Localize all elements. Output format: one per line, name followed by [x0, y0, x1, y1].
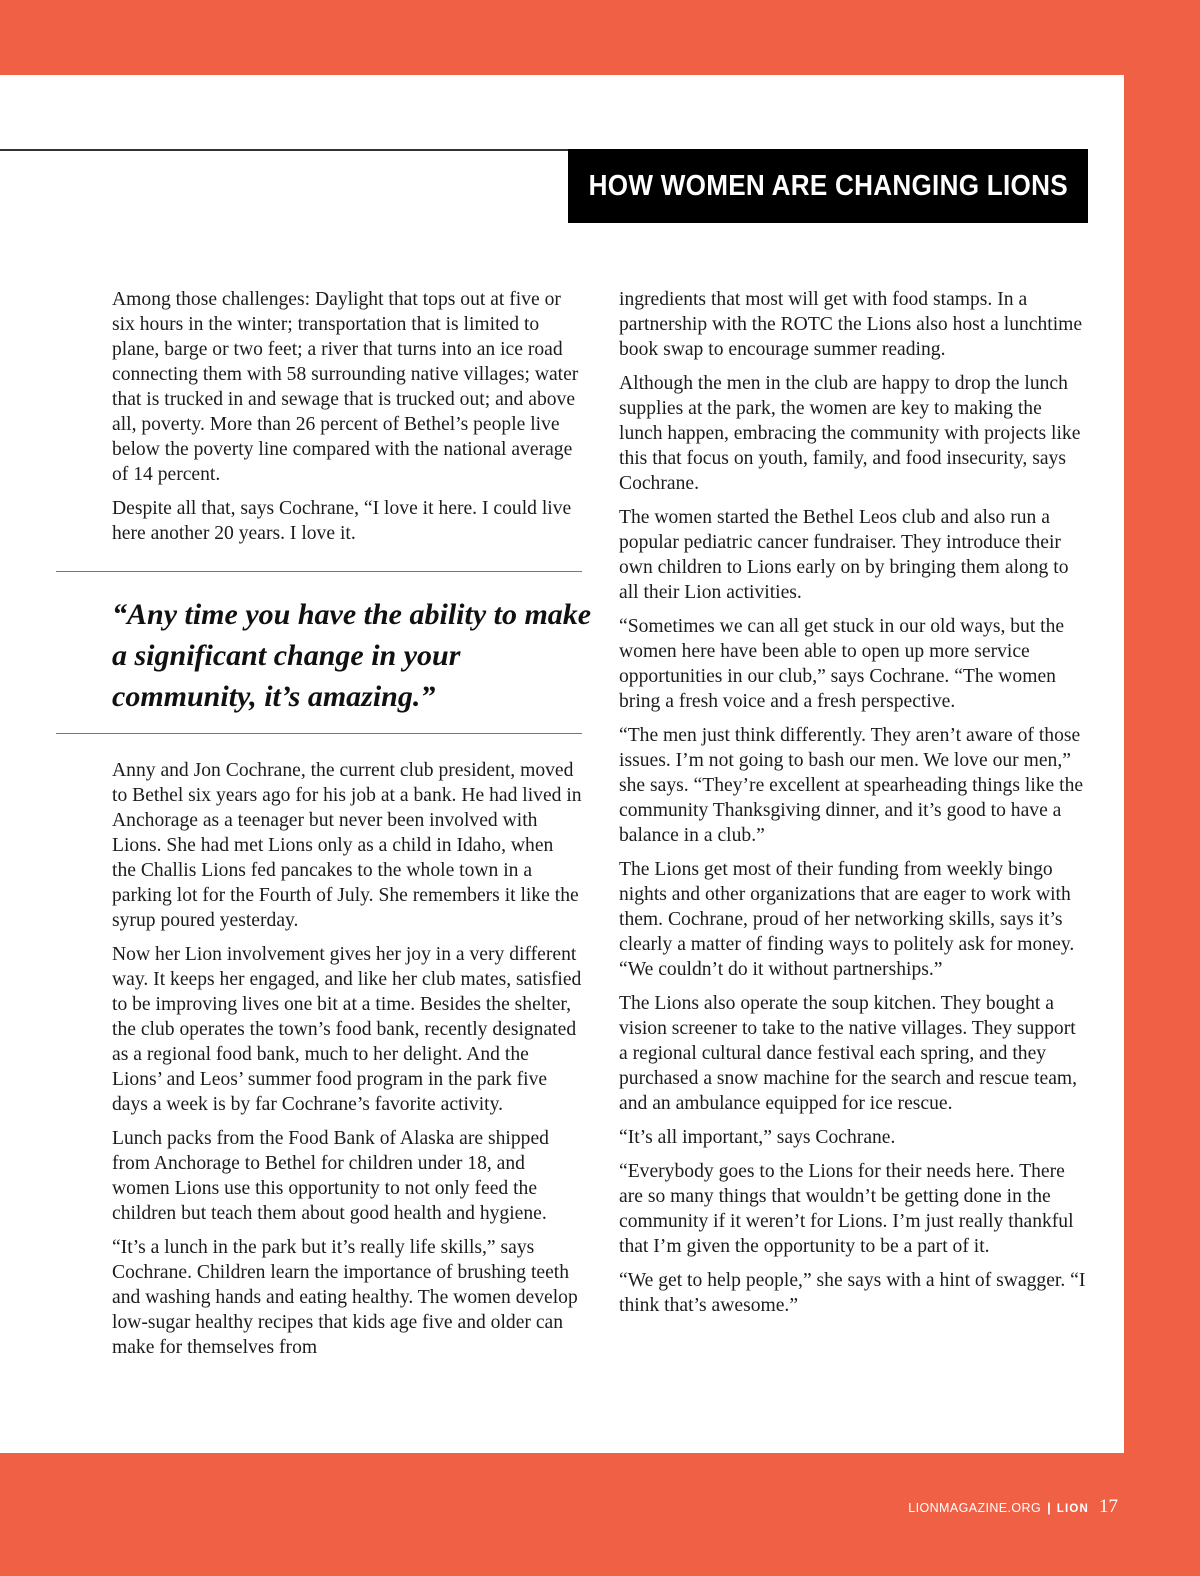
section-title: HOW WOMEN ARE CHANGING LIONS	[588, 169, 1068, 202]
paragraph: Now her Lion involvement gives her joy in a very different way. It keeps her engaged, and like her club mates, satisfied to be improving lives one bit at a time. Besides the shelter, the club operates the town’s food bank, recently designated as a regional food bank, much to her delight. And the Lions’ and Leos’ summer food program in the park five days a week is by far Cochrane’s favorite activity.	[112, 944, 582, 1115]
header-rule	[0, 149, 570, 151]
paragraph: Among those challenges: Daylight that tops out at five or six hours in the winter; transportation that is limited to plane, barge or two feet; a river that turns into an ice road connecting them with 58 surrounding native villages; water that is trucked in and sewage that is trucked out; and above all, poverty. More than 26 percent of Bethel’s people live below the poverty line compared with the national average of 14 percent.	[112, 289, 579, 485]
paragraph: Anny and Jon Cochrane, the current club president, moved to Bethel six years ago for his job at a bank. He had lived in Anchorage as a teenager but never been involved with Lions. She had met Lions only as a child in Idaho, when the Challis Lions fed pancakes to the whole town in a parking lot for the Fourth of July. She remembers it like the syrup poured yesterday.	[112, 760, 582, 931]
paragraph: “Everybody goes to the Lions for their needs here. There are so many things that wouldn’t be getting done in the community if it weren’t for Lions. I’m just really thankful that I’m given the opportunity to be a part of it.	[619, 1161, 1074, 1257]
page-number: 17	[1099, 1496, 1118, 1517]
paragraph: The Lions also operate the soup kitchen. They bought a vision screener to take to the native villages. They support a regional cultural dance festival each spring, and they purchased a snow machine for the search and rescue team, and an ambulance equipped for ice rescue.	[619, 993, 1078, 1114]
pull-quote: “Any time you have the ability to make a significant change in your community, it’s amazing.”	[112, 598, 592, 713]
paragraph: “It’s a lunch in the park but it’s really life skills,” says Cochrane. Children learn the importance of brushing teeth and washing hands and eating healthy. The women develop low-sugar healthy recipes that kids age five and older can make for themselves from	[112, 1237, 578, 1358]
paragraph: “The men just think differently. They aren’t aware of those issues. I’m not going to bash our men. We love our men,” she says. “They’re excellent at spearheading things like the community Thanksgiving dinner, and it’s good to have a balance in a club.”	[619, 725, 1084, 846]
paragraph: “We get to help people,” she says with a hint of swagger. “I think that’s awesome.”	[619, 1270, 1086, 1316]
page-footer	[908, 1496, 1118, 1518]
paragraph: “It’s all important,” says Cochrane.	[619, 1127, 896, 1148]
footer-separator: |	[1047, 1500, 1051, 1515]
right-column	[619, 287, 1089, 1327]
paragraph: “Sometimes we can all get stuck in our old ways, but the women here have been able to open up more service opportunities in our club,” says Cochrane. “The women bring a fresh voice and a fresh perspective.	[619, 616, 1065, 712]
paragraph: ingredients that most will get with food stamps. In a partnership with the ROTC the Lions also host a lunchtime book swap to encourage summer reading.	[619, 289, 1083, 360]
footer-website: LIONMAGAZINE.ORG	[908, 1501, 1042, 1515]
paragraph: Although the men in the club are happy to drop the lunch supplies at the park, the women are key to making the lunch happen, embracing the community with projects like this that focus on youth, family, and food insecurity, says Cochrane.	[619, 373, 1081, 494]
footer-magazine-name: LION	[1056, 1503, 1089, 1515]
left-column-bottom	[112, 758, 582, 1369]
paragraph: Despite all that, says Cochrane, “I love it here. I could live here another 20 years. I love it.	[112, 498, 572, 544]
paragraph: The women started the Bethel Leos club and also run a popular pediatric cancer fundraiser. They introduce their own children to Lions early on by bringing them along to all their Lion activities.	[619, 507, 1069, 603]
section-title-bar	[568, 149, 1088, 223]
paragraph: Lunch packs from the Food Bank of Alaska are shipped from Anchorage to Bethel for children under 18, and women Lions use this opportunity to not only feed the children but teach them about good health and hygiene.	[112, 1128, 549, 1224]
left-column-top	[112, 287, 582, 555]
paragraph: The Lions get most of their funding from weekly bingo nights and other organizations that are eager to work with them. Cochrane, proud of her networking skills, says it’s clearly a matter of finding ways to politely ask for money. “We couldn’t do it without partnerships.”	[619, 859, 1075, 980]
pull-quote-top-rule	[56, 571, 582, 572]
pull-quote-bottom-rule	[56, 733, 582, 734]
page-paper	[0, 75, 1124, 1453]
